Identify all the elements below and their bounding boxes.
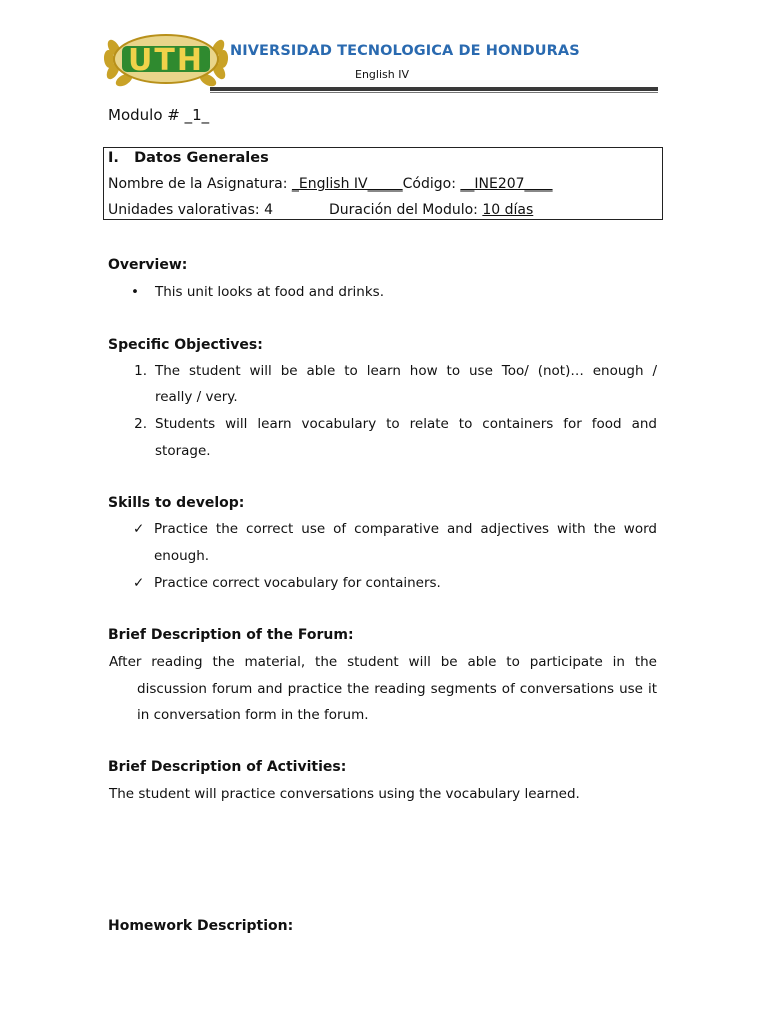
asignatura-line: [108, 176, 553, 192]
objective-item-line: The student will be able to learn how to use Too/ (not)… enough /: [155, 363, 657, 379]
forum-text-line: in conversation form in the forum.: [137, 707, 369, 723]
activities-heading: Brief Description of Activities:: [108, 759, 347, 775]
uth-logo: [100, 28, 232, 90]
header-rule-thin: [210, 92, 658, 93]
skill-item-line: Practice correct vocabulary for containers.: [154, 575, 441, 591]
course-subtitle: English IV: [355, 68, 409, 81]
check-icon: ✓: [133, 575, 145, 591]
university-title: NIVERSIDAD TECNOLOGICA DE HONDURAS: [230, 43, 580, 59]
codigo-value: __INE207____: [460, 176, 553, 192]
datos-generales-box: [103, 147, 663, 220]
datos-heading-text: Datos Generales: [134, 150, 269, 166]
overview-item: This unit looks at food and drinks.: [155, 284, 384, 300]
unidades-text: Unidades valorativas: 4: [108, 202, 273, 218]
logo-text: UTH: [128, 43, 204, 78]
datos-heading: [108, 150, 269, 166]
bullet-icon: •: [131, 284, 139, 300]
duracion-line: [329, 202, 533, 218]
asignatura-label: Nombre de la Asignatura:: [108, 176, 292, 192]
skills-heading: Skills to develop:: [108, 495, 245, 511]
forum-heading: Brief Description of the Forum:: [108, 627, 354, 643]
overview-heading: Overview:: [108, 257, 188, 273]
modulo-line: [108, 106, 209, 124]
duracion-label: Duración del Modulo:: [329, 202, 483, 218]
skill-item-line: enough.: [154, 548, 210, 564]
datos-heading-num: I.: [108, 150, 119, 166]
objectives-heading: Specific Objectives:: [108, 337, 263, 353]
asignatura-value: _English IV_____: [291, 176, 403, 192]
skill-item-line: Practice the correct use of comparative and adjectives with the word: [154, 521, 657, 537]
activities-text: The student will practice conversations using the vocabulary learned.: [109, 786, 580, 802]
objective-item-line: storage.: [155, 443, 211, 459]
objective-number: 1.: [134, 363, 147, 379]
header-rule: [210, 87, 658, 91]
modulo-label: Modulo #: [108, 106, 185, 124]
forum-text-line: discussion forum and practice the reading segments of conversations use it: [137, 681, 657, 697]
modulo-number: _1_: [184, 106, 210, 124]
codigo-label: Código:: [402, 176, 461, 192]
objective-item-line: Students will learn vocabulary to relate to containers for food and: [155, 416, 657, 432]
objective-item-line: really / very.: [155, 389, 238, 405]
objective-number: 2.: [134, 416, 147, 432]
check-icon: ✓: [133, 521, 145, 537]
forum-text-line: After reading the material, the student will be able to participate in the: [109, 654, 657, 670]
duracion-value: 10 días: [482, 202, 534, 218]
homework-heading: Homework Description:: [108, 918, 294, 934]
